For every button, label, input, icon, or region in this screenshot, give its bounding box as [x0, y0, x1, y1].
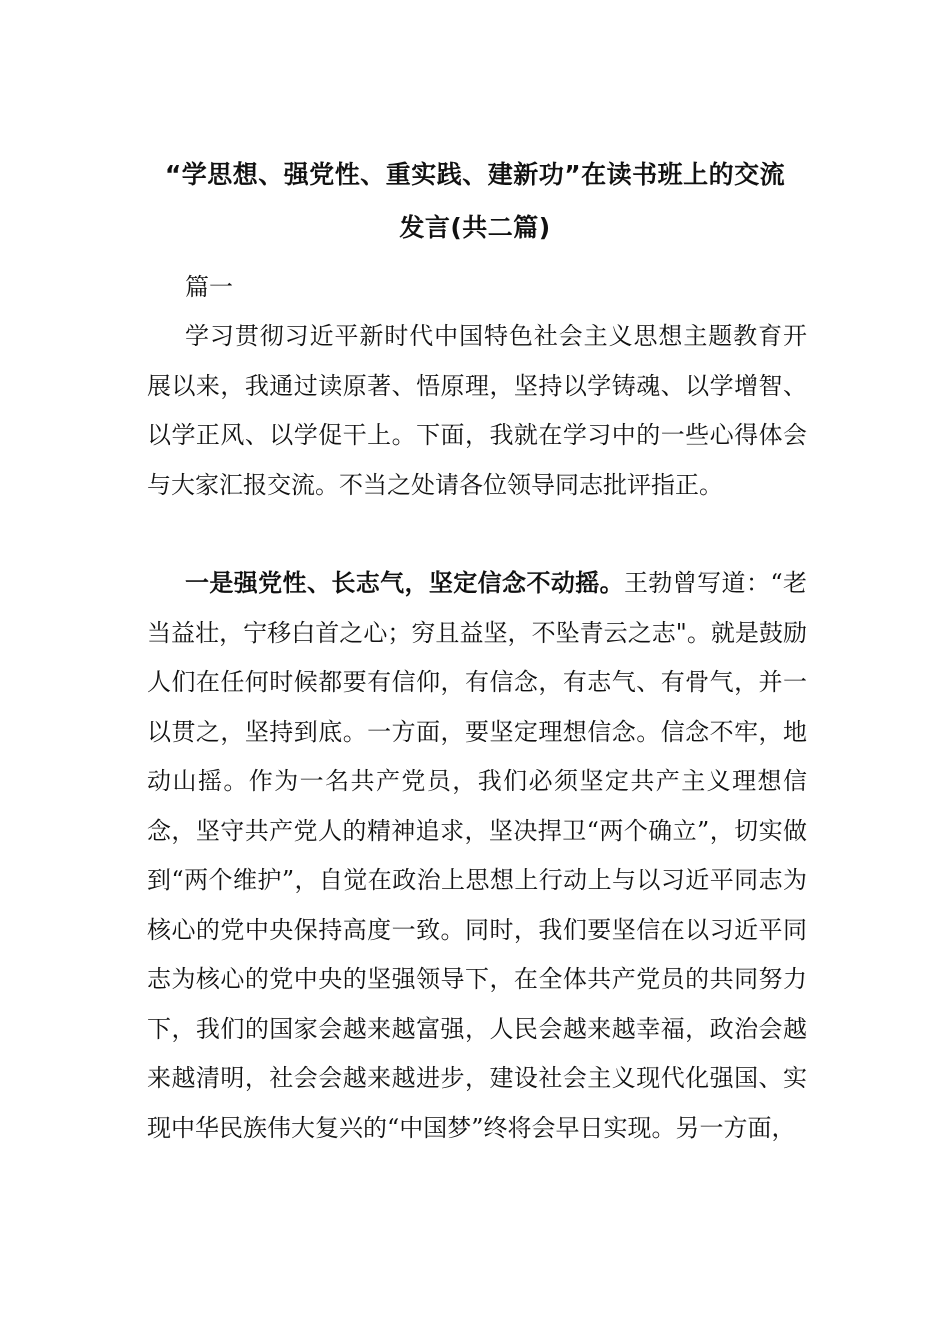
paragraph-intro: 学习贯彻习近平新时代中国特色社会主义思想主题教育开展以来，我通过读原著、悟原理，坚持以学铸魂、以学增智、以学正风、以学促干上。下面，我就在学习中的一些心得体会与大家汇报交流。不当之处请各位领导同志批评指正。 [147, 322, 807, 499]
paragraph-body-text: 王勃曾写道：“老当益壮，宁移白首之心；穷且益坚，不坠青云之志"。就是鼓励人们在任何时候都要有信仰，有信念，有志气、有骨气，并一以贯之，坚持到底。一方面，要坚定理想信念。信念不牢，地动山摇。作为一名共产党员，我们必须坚定共产主义理想信念，坚守共产党人的精神追求，坚决捍卫“两个确立”，切实做到“两个维护”，自觉在政治上思想上行动上与以习近平同志为核心的党中央保持高度一致。同时，我们要坚信在以习近平同志为核心的党中央的坚强领导下，在全体共产党员的共同努力下，我们的国家会越来越富强，人民会越来越幸福，政治会越来越清明，社会会越来越进步，建设社会主义现代化强国、实现中华民族伟大复兴的“中国梦”终将会早日实现。另一方面， [147, 569, 807, 1142]
section-label: 篇一 [185, 273, 233, 301]
paragraph-lead-heading: 一是强党性、长志气，坚定信念不动摇。 [185, 569, 624, 597]
paragraph-point-one [147, 559, 807, 1153]
document-title-line-1: “学思想、强党性、重实践、建新功”在读书班上的交流 [164, 160, 786, 189]
document-title-line-2: 发言(共二篇) [399, 213, 551, 242]
